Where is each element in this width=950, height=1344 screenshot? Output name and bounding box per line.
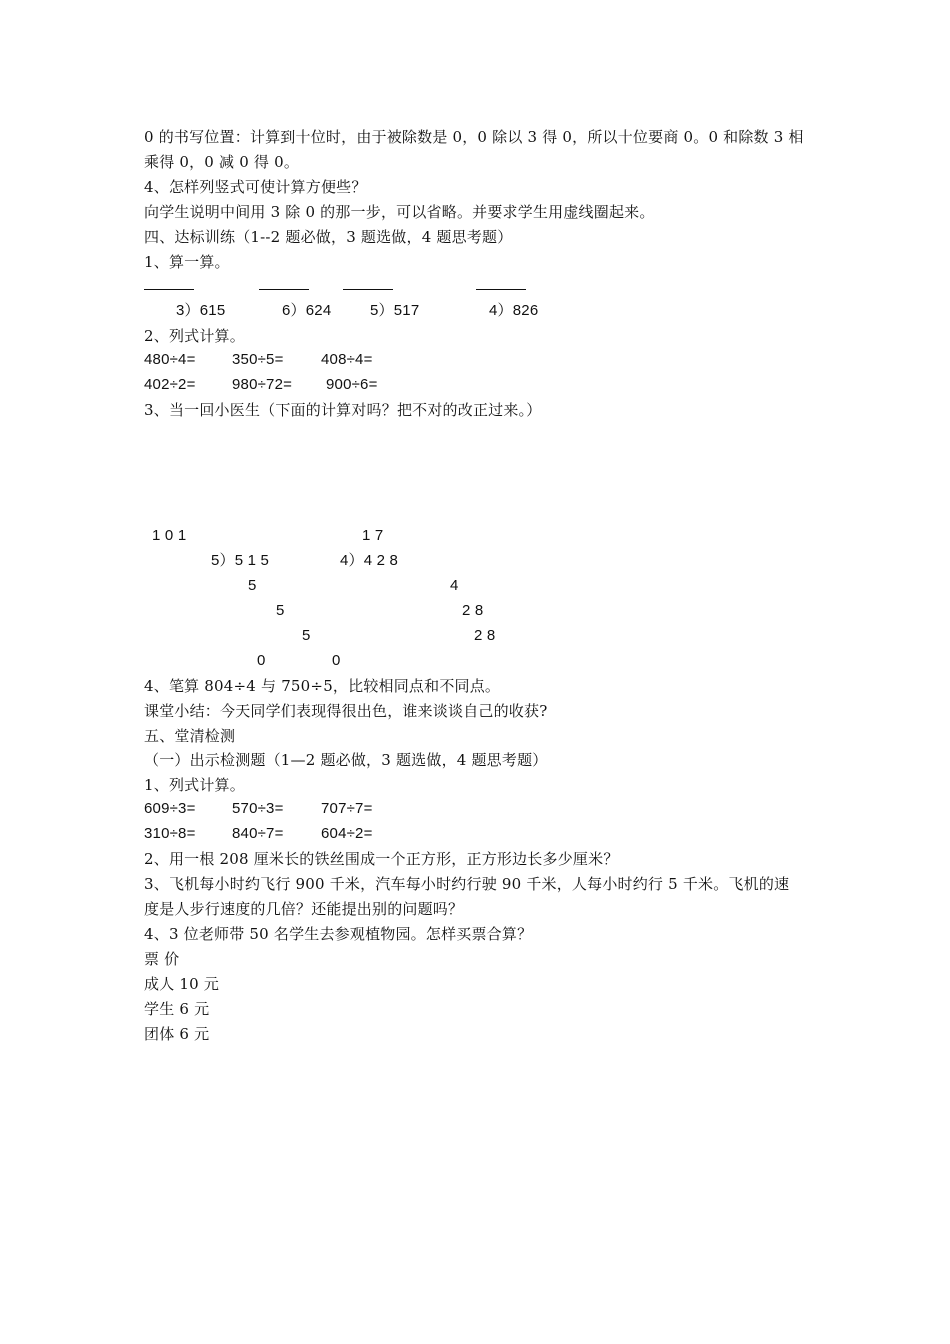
check-item-1: 1、列式计算。 — [144, 776, 245, 794]
check-item-3-line2: 度是人步行速度的几倍？还能提出别的问题吗？ — [144, 900, 464, 918]
check-b-3: 604÷2= — [321, 825, 373, 842]
explanation-omit-step: 向学生说明中间用 3 除 0 的那一步，可以省略。并要求学生用虚线圈起来。 — [144, 203, 655, 221]
calc-a-1: 480÷4= — [144, 351, 196, 368]
ticket-price-heading: 票 价 — [144, 950, 180, 968]
division-problem-4: 4）826 — [489, 302, 539, 319]
doctor-right-dividend: 4）4 2 8 — [340, 552, 399, 569]
ticket-price-student: 学生 6 元 — [144, 1000, 210, 1018]
practice-item-2: 2、列式计算。 — [144, 327, 245, 345]
doctor-left-step2: 5 — [276, 602, 285, 619]
lesson-summary: 课堂小结：今天同学们表现得很出色，谁来谈谈自己的收获? — [144, 702, 548, 720]
division-problem-2: 6）624 — [282, 302, 332, 319]
doctor-right-quotient: 1 7 — [362, 527, 384, 544]
calc-b-2: 980÷72= — [232, 376, 293, 393]
ticket-price-group: 团体 6 元 — [144, 1025, 210, 1043]
check-a-2: 570÷3= — [232, 800, 284, 817]
practice-item-1: 1、算一算。 — [144, 253, 230, 271]
check-intro: （一）出示检测题（1—2 题必做，3 题选做，4 题思考题） — [144, 751, 548, 769]
doctor-right-step3: 2 8 — [474, 627, 496, 644]
calc-b-1: 402÷2= — [144, 376, 196, 393]
division-problem-3: 5）517 — [370, 302, 420, 319]
practice-item-4: 4、笔算 804÷4 与 750÷5，比较相同点和不同点。 — [144, 677, 501, 695]
calc-a-2: 350÷5= — [232, 351, 284, 368]
calc-a-3: 408÷4= — [321, 351, 373, 368]
doctor-left-step3: 5 — [302, 627, 311, 644]
check-a-3: 707÷7= — [321, 800, 373, 817]
doctor-left-remainder: 0 — [257, 652, 266, 669]
division-problem-1: 3）615 — [176, 302, 226, 319]
division-bar-4 — [476, 289, 526, 290]
practice-item-3: 3、当一回小医生（下面的计算对吗？把不对的改正过来。） — [144, 401, 542, 419]
paragraph-zero-position-line1: 0 的书写位置：计算到十位时，由于被除数是 0，0 除以 3 得 0，所以十位要商 0。0 和除数 3 相 — [144, 128, 804, 146]
doctor-right-remainder: 0 — [332, 652, 341, 669]
division-bar-2 — [259, 289, 309, 290]
check-item-3-line1: 3、飞机每小时约飞行 900 千米，汽车每小时约行驶 90 千米，人每小时约行 5 千米。飞机的速 — [144, 875, 790, 893]
doctor-right-step1: 4 — [450, 577, 459, 594]
check-b-1: 310÷8= — [144, 825, 196, 842]
section-practice-heading: 四、达标训练（1--2 题必做，3 题选做，4 题思考题） — [144, 228, 513, 246]
section-check-heading: 五、堂清检测 — [144, 727, 236, 745]
check-item-4: 4、3 位老师带 50 名学生去参观植物园。怎样买票合算？ — [144, 925, 533, 943]
division-bar-1 — [144, 289, 194, 290]
calc-b-3: 900÷6= — [326, 376, 378, 393]
doctor-left-step1: 5 — [248, 577, 257, 594]
doctor-left-quotient: 1 0 1 — [152, 527, 187, 544]
ticket-price-adult: 成人 10 元 — [144, 975, 220, 993]
doctor-left-dividend: 5）5 1 5 — [211, 552, 270, 569]
doctor-right-step2: 2 8 — [462, 602, 484, 619]
check-item-2: 2、用一根 208 厘米长的铁丝围成一个正方形，正方形边长多少厘米？ — [144, 850, 619, 868]
question-vertical-form: 4、怎样列竖式可使计算方便些？ — [144, 178, 367, 196]
check-a-1: 609÷3= — [144, 800, 196, 817]
paragraph-zero-position-line2: 乘得 0，0 减 0 得 0。 — [144, 153, 300, 171]
check-b-2: 840÷7= — [232, 825, 284, 842]
division-bar-3 — [343, 289, 393, 290]
